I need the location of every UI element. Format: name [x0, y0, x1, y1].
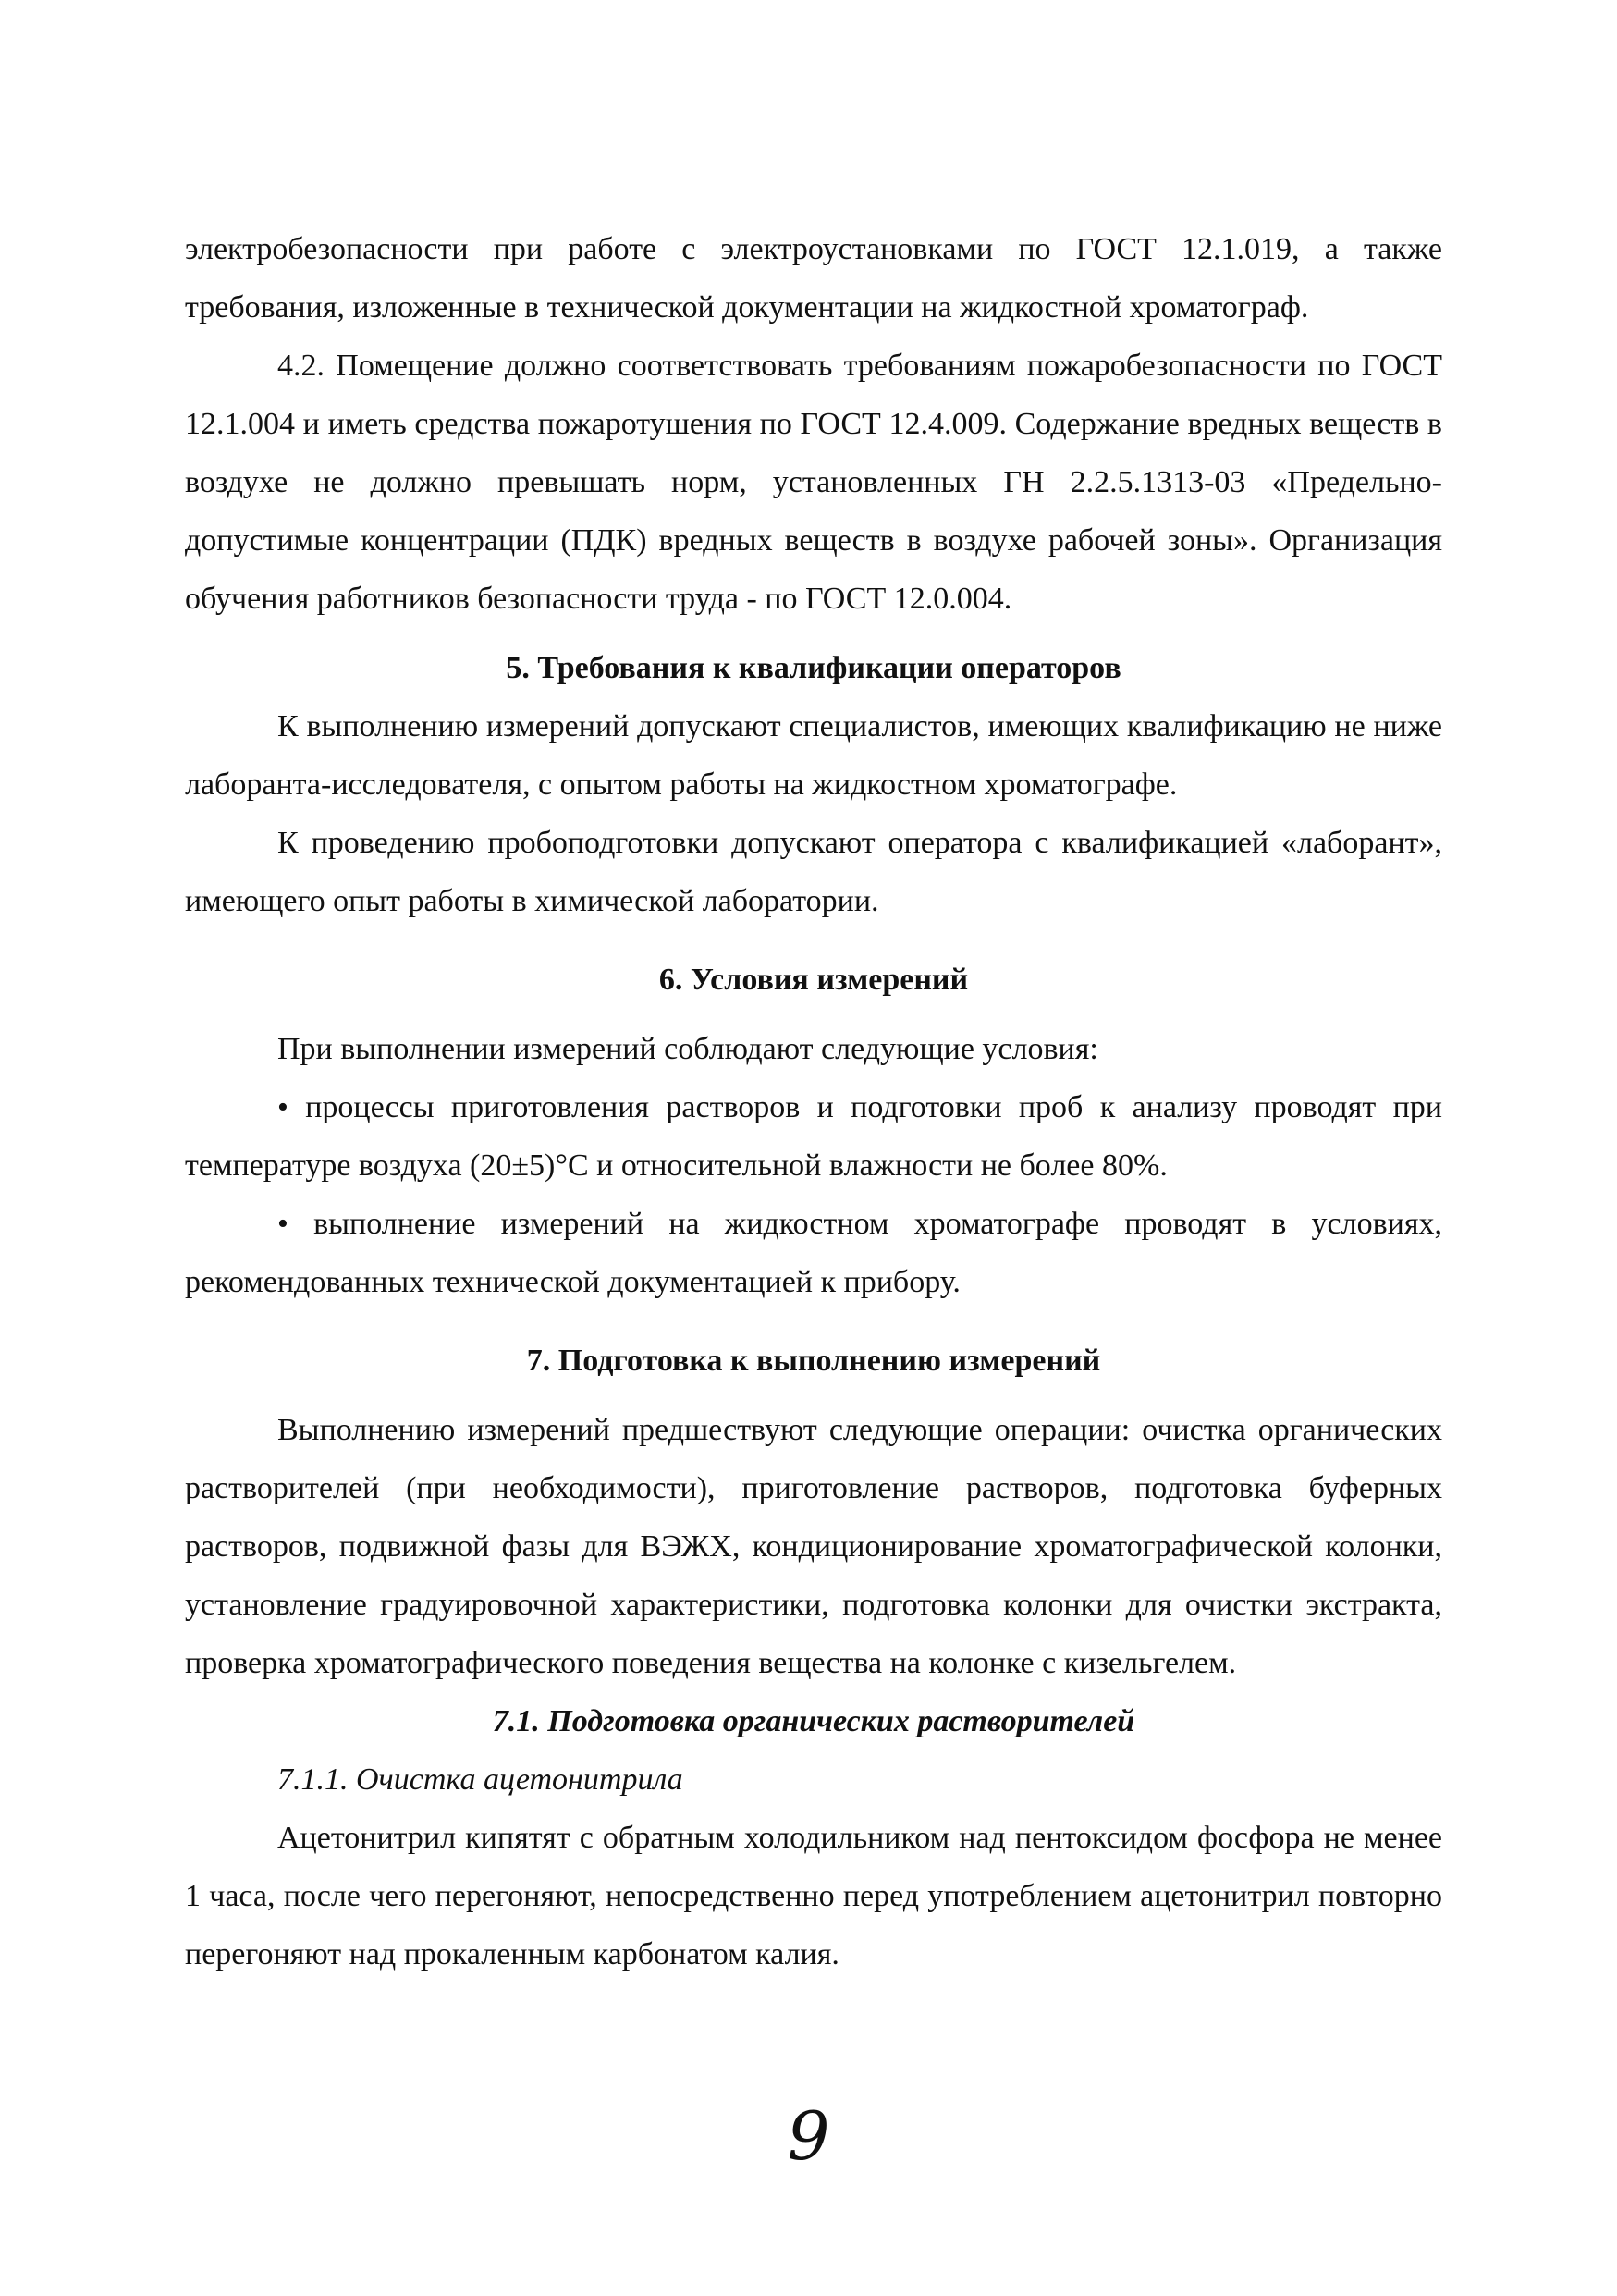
- section-7-1-1-heading: 7.1.1. Очистка ацетонитрила: [277, 1762, 683, 1797]
- section-7-paragraph-1: Выполнению измерений предшествуют следующие операции: очистка органических растворителей (при необходимости), приготовление растворов, подготовка буферных растворов, подвижной фазы для ВЭЖХ, кондиционирование хроматографической колонки, установление градуировочной характеристики, подготовка колонки для очистки экстракта, проверка хроматографического поведения вещества на колонке с кизельгелем.: [185, 1413, 1442, 1680]
- section-5-paragraph-1: К выполнению измерений допускают специалистов, имеющих квалификацию не ниже лаборанта-исследователя, с опытом работы на жидкостном хроматографе.: [185, 709, 1442, 802]
- section-7-1-heading: 7.1. Подготовка органических растворителей: [492, 1704, 1135, 1738]
- section-5-paragraph-2: К проведению пробоподготовки допускают оператора с квалификацией «лаборант», имеющего опыт работы в химической лаборатории.: [185, 826, 1442, 918]
- spacer: [185, 1311, 1442, 1332]
- page-number: 9: [787, 2097, 830, 2175]
- section-5-heading: 5. Требования к квалификации операторов: [506, 651, 1121, 685]
- section-6-paragraph-1: При выполнении измерений соблюдают следующие условия:: [277, 1032, 1098, 1066]
- section-7-heading: 7. Подготовка к выполнению измерений: [526, 1344, 1101, 1378]
- spacer: [185, 930, 1442, 951]
- spacer: [185, 1009, 1442, 1020]
- section-6-bullet-1: • процессы приготовления растворов и подготовки проб к анализу проводят при температуре воздуха (20±5)°С и относительной влажности не более 80%.: [185, 1090, 1442, 1183]
- paragraph-4-2: 4.2. Помещение должно соответствовать требованиям пожаробезопасности по ГОСТ 12.1.004 и иметь средства пожаротушения по ГОСТ 12.4.009. Содержание вредных веществ в воздухе не должно превышать норм, установленных ГН 2.2.5.1313-03 «Предельно-допустимые концентрации (ПДК) вредных веществ в воздухе рабочей зоны». Организация обучения работников безопасности труда - по ГОСТ 12.0.004.: [185, 349, 1442, 616]
- section-7-1-1-paragraph-1: Ацетонитрил кипятят с обратным холодильником над пентоксидом фосфора не менее 1 часа, после чего перегоняют, непосредственно перед употреблением ацетонитрил повторно перегоняют над прокаленным карбонатом калия.: [185, 1821, 1442, 1971]
- section-6-bullet-2: • выполнение измерений на жидкостном хроматографе проводят в условиях, рекомендованных технической документацией к прибору.: [185, 1207, 1442, 1299]
- section-6-heading: 6. Условия измерений: [658, 963, 969, 997]
- paragraph-4-1-continuation: электробезопасности при работе с электроустановками по ГОСТ 12.1.019, а также требования, изложенные в технической документации на жидкостной хроматограф.: [185, 232, 1442, 325]
- spacer: [185, 1390, 1442, 1401]
- spacer: [185, 628, 1442, 639]
- document-body: [185, 220, 1442, 1983]
